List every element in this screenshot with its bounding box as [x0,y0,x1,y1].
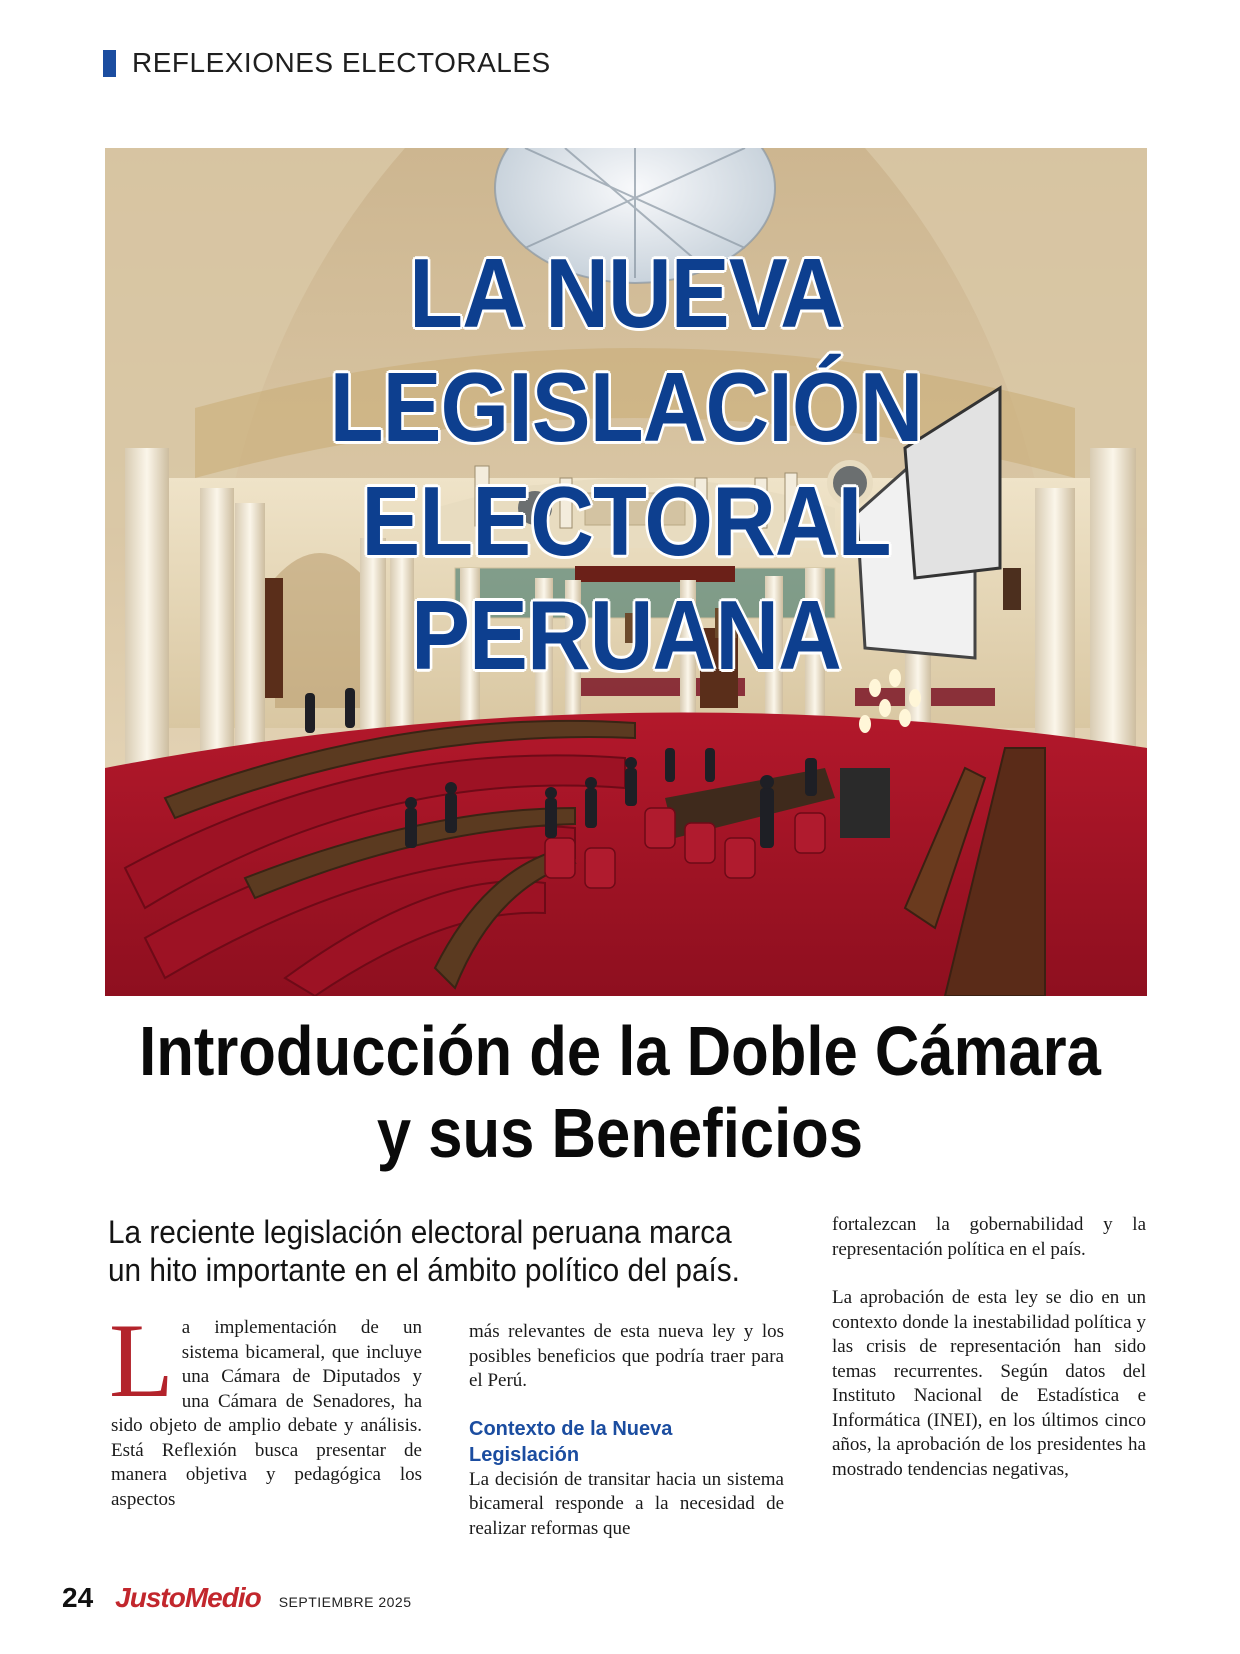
column2-text: más relevantes de esta nueva ley y los posibles beneficios que podría traer para el Perú. [469,1321,784,1391]
lede-line2: un hito importante en el ámbito político del país. [108,1252,740,1288]
issue-date: SEPTIEMBRE 2025 [278,1594,412,1610]
brand-logo: JustoMedio [115,1582,261,1613]
hero-image [105,148,1147,996]
hero-title [157,236,1095,692]
footer [62,1582,412,1614]
headline [74,1010,1165,1174]
section-bar [103,50,116,77]
hero-title-line1: LA NUEVA LEGISLACIÓN [329,238,923,462]
column2-text2: La decisión de transitar hacia un sistema bicameral responde a la necesidad de realizar reformas que [469,1468,784,1539]
drop-cap: L [109,1302,174,1419]
section-label: REFLEXIONES ELECTORALES [132,47,551,78]
column3-text: fortalezcan la gobernabilidad y la representación política en el país. [832,1214,1146,1260]
headline-line2: y sus Beneficios [376,1094,864,1172]
article-column-1 [109,1302,422,1512]
page-number: 24 [62,1582,94,1613]
article-column-3 [832,1213,1146,1482]
headline-line1: Introducción de la Doble Cámara [139,1012,1101,1090]
hero-title-line2: ELECTORAL PERUANA [361,466,891,690]
article-column-2 [469,1320,784,1541]
column1-text: a implementación de un sistema bicameral, que incluye una Cámara de Diputados y una Cámara de Senadores, ha sido objeto de amplio debate y análisis. Está Reflexión busca presentar de manera objetiva y pedagógica los aspectos [111,1317,422,1510]
column3-text2: La aprobación de esta ley se dio en un contexto donde la inestabilidad política y las crisis de representación han sido temas recurrentes. Según datos del Instituto Nacional de Estadística e Informática (INEI), en los últimos cinco años, la aprobación de los presidentes ha mostrado tendencias negativas, [832,1287,1146,1480]
lede-line1: La reciente legislación electoral peruana marca [108,1214,732,1250]
subhead-contexto: Contexto de la Nueva Legislación [469,1417,673,1466]
lede [108,1213,798,1289]
section-header [103,48,551,78]
